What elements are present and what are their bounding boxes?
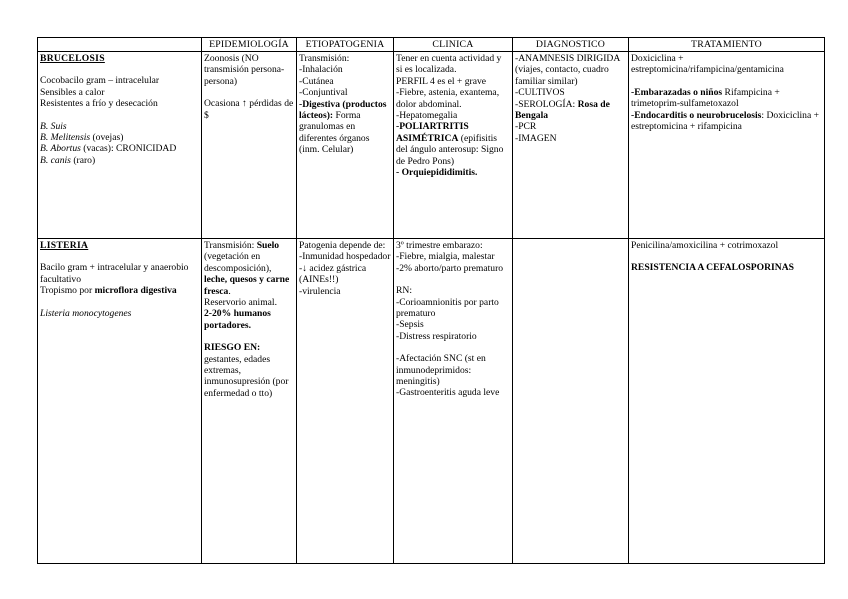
header-cell-empty bbox=[38, 38, 202, 52]
text-line: -2% aborto/parto prematuro bbox=[396, 262, 504, 274]
text: -SEROLOGÍA: bbox=[515, 98, 578, 110]
text-line: - Orquiepididimitis. bbox=[396, 167, 478, 179]
text-line: Patogenia depende de: bbox=[299, 240, 386, 251]
diagnostico-cell bbox=[513, 239, 629, 564]
text-line: -Distress respiratorio bbox=[396, 330, 477, 342]
text-line: -IMAGEN bbox=[515, 132, 557, 144]
disease-title: LISTERIA bbox=[40, 240, 89, 251]
bold-text: Suelo bbox=[256, 240, 280, 251]
header-epidemiologia: EPIDEMIOLOGÍA bbox=[202, 38, 297, 52]
text: (vegetación en descomposición), bbox=[204, 251, 272, 274]
bold-text: -Digestiva (productos lácteos): bbox=[299, 98, 387, 122]
disease-cell-listeria bbox=[38, 239, 202, 564]
description-line: Cocobacilo gram – intracelular bbox=[40, 75, 160, 87]
description-line bbox=[40, 285, 199, 296]
text-line: 2-20% humanos portadores. bbox=[204, 308, 271, 331]
text-line: gestantes, edades extremas, inmunosupresión (por enfermedad o tto) bbox=[204, 353, 289, 399]
species-note: (vacas): CRONICIDAD bbox=[80, 143, 177, 155]
text-line: -Hepatomegalia bbox=[396, 110, 458, 122]
species-name: B. Melitensis bbox=[40, 132, 91, 144]
tratamiento-cell bbox=[629, 239, 825, 564]
text-line: -Cutánea bbox=[299, 75, 334, 87]
etiopatogenia-cell bbox=[297, 239, 394, 564]
text-line bbox=[515, 99, 626, 122]
clinica-cell bbox=[394, 239, 513, 564]
species-note: (ovejas) bbox=[90, 132, 124, 144]
text-line: Tener en cuenta actividad y si es localizada. bbox=[396, 53, 502, 76]
bold-text: leche, quesos y carne fresca bbox=[204, 274, 290, 297]
disease-title: BRUCELOSIS bbox=[40, 53, 105, 64]
species-name: B. Abortus bbox=[40, 143, 81, 155]
text-line: -Conjuntival bbox=[299, 87, 348, 99]
etiopatogenia-cell bbox=[297, 52, 394, 239]
text-line: Doxiciclina + estreptomicina/rifampicina/gentamicina bbox=[631, 53, 784, 76]
text-line: 3º trimestre embarazo: bbox=[396, 240, 483, 251]
tratamiento-cell bbox=[629, 52, 825, 239]
text: Tropismo por bbox=[40, 285, 95, 297]
text-line bbox=[396, 121, 510, 167]
epidemiologia-cell bbox=[202, 239, 297, 564]
species-line bbox=[40, 132, 199, 143]
text-line: Transmisión: bbox=[299, 53, 350, 64]
text-line: Ocasiona ↑ pérdidas de $ bbox=[204, 98, 294, 121]
bold-text: -Endocarditis o neurobrucelosis bbox=[631, 109, 762, 121]
text-line: -ANAMNESIS DIRIGIDA (viajes, contacto, cuadro familiar similar) bbox=[515, 53, 620, 87]
description-line: Bacilo gram + intracelular y anaerobio facultativo bbox=[40, 262, 189, 285]
text-line: -↓ acidez gástrica (AINEs!!) bbox=[299, 262, 367, 286]
header-clinica: CLINICA bbox=[394, 38, 513, 52]
description-line: Sensibles a calor bbox=[40, 86, 105, 98]
text-line: RN: bbox=[396, 285, 412, 297]
text-line: -Fiebre, astenia, exantema, dolor abdominal. bbox=[396, 87, 500, 110]
text-line: -Fiebre, mialgia, malestar bbox=[396, 251, 495, 263]
diagnostico-cell bbox=[513, 52, 629, 239]
text-line: -Inhalación bbox=[299, 64, 343, 76]
text-line bbox=[299, 99, 391, 156]
species-line: B. Suis bbox=[40, 120, 67, 132]
text-line: Zoonosis (NO transmisión persona-persona) bbox=[204, 53, 285, 87]
text-line: -CULTIVOS bbox=[515, 87, 565, 99]
text-line: Reservorio animal. bbox=[204, 297, 277, 309]
text-line: Penicilina/amoxicilina + cotrimoxazol bbox=[631, 240, 779, 251]
header-row bbox=[38, 38, 825, 52]
description-line: Resistentes a frío y desecación bbox=[40, 98, 158, 110]
header-tratamiento: TRATAMIENTO bbox=[629, 38, 825, 52]
text-line: RIESGO EN: bbox=[204, 342, 261, 354]
header-diagnostico: DIAGNOSTICO bbox=[513, 38, 629, 52]
text-line bbox=[631, 110, 822, 133]
species-note: (raro) bbox=[70, 154, 96, 166]
text: : Doxiciclina + estreptomicina + rifampicina bbox=[631, 109, 820, 133]
bold-text: -Embarazadas o niños bbox=[631, 86, 723, 98]
table-row-brucelosis bbox=[38, 52, 825, 239]
text: Rifampicina + trimetoprim-sulfametoxazol bbox=[631, 86, 780, 110]
bold-text: -POLIARTRITIS ASIMÉTRICA bbox=[396, 121, 469, 144]
text: Forma granulomas en diferentes órganos (inm. Celular) bbox=[299, 110, 370, 156]
text-line: -PCR bbox=[515, 121, 537, 133]
text: Transmisión: bbox=[204, 240, 257, 251]
text-line bbox=[631, 87, 822, 110]
disease-cell-brucelosis bbox=[38, 52, 202, 239]
bold-text: microflora digestiva bbox=[94, 285, 177, 297]
text-line: -Sepsis bbox=[396, 319, 424, 331]
table-row-listeria bbox=[38, 239, 825, 564]
text-line: -Corioamnionitis por parto prematuro bbox=[396, 296, 499, 320]
species-line bbox=[40, 143, 199, 154]
species-line: Listeria monocytogenes bbox=[40, 307, 132, 319]
text: (epifisitis del ángulo anterosup: Signo de Pedro Pons) bbox=[396, 132, 504, 167]
species-line bbox=[40, 155, 199, 166]
text-line: -Gastroenteritis aguda leve bbox=[396, 387, 500, 399]
species-name: B. canis bbox=[40, 154, 71, 166]
clinica-cell bbox=[394, 52, 513, 239]
text-line: -Inmunidad hospedador bbox=[299, 251, 391, 263]
disease-table bbox=[37, 37, 825, 564]
text-line: -virulencia bbox=[299, 285, 341, 297]
bold-text: Rosa de Bengala bbox=[515, 98, 610, 122]
epidemiologia-cell bbox=[202, 52, 297, 239]
text-line bbox=[204, 240, 294, 297]
text: . bbox=[228, 285, 231, 297]
text-line: -Afectación SNC (st en inmunodeprimidos: meningitis) bbox=[396, 353, 486, 388]
text-line: RESISTENCIA A CEFALOSPORINAS bbox=[631, 262, 794, 274]
header-etiopatogenia: ETIOPATOGENIA bbox=[297, 38, 394, 52]
text-line: PERFIL 4 es el + grave bbox=[396, 75, 487, 87]
